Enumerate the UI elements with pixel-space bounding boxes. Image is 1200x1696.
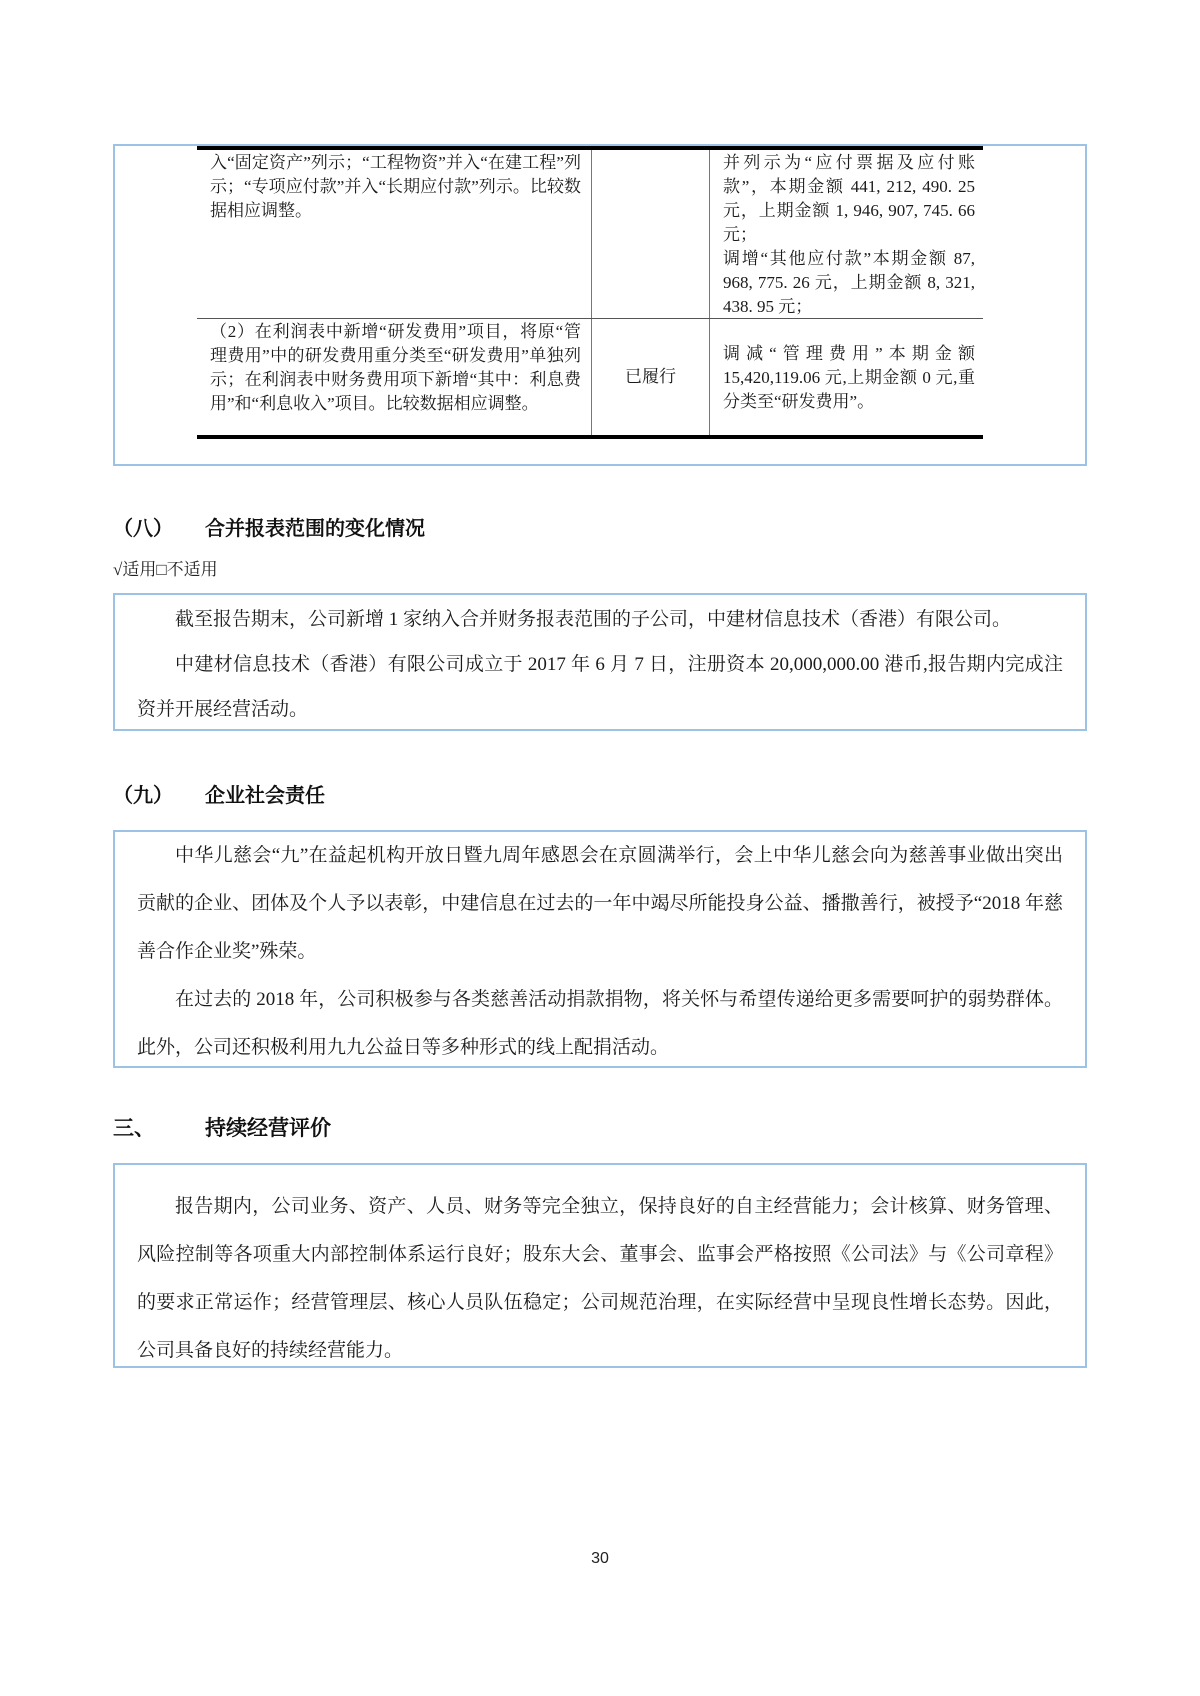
section-number: （九） bbox=[113, 785, 173, 807]
note-text: 调增“其他应付款”本期金额 87, 968, 775. 26 元，上期金额 8, 321, 438. 95 元； bbox=[723, 249, 975, 316]
section-title: 持续经营评价 bbox=[205, 1117, 331, 1140]
change-text: （2）在利润表中新增“研发费用”项目，将原“管理费用”中的研发费用重分类至“研发费用”单独列示；在利润表中财务费用项下新增“其中：利息费用”和“利息收入”项目。比较数据相应调整。 bbox=[210, 322, 581, 413]
paragraph: 截至报告期末，公司新增 1 家纳入合并财务报表范围的子公司，中建材信息技术（香港）有限公司。 bbox=[175, 609, 1012, 630]
paragraph: 报告期内，公司业务、资产、人员、财务等完全独立，保持良好的自主经营能力；会计核算、财务管理、风险控制等各项重大内部控制体系运行良好；股东大会、董事会、监事会严格按照《公司法》与《公司章程》的要求正常运作；经营管理层、核心人员队伍稳定；公司规范治理，在实际经营中呈现良性增长态势。因此，公司具备良好的持续经营能力。 bbox=[137, 1196, 1063, 1361]
paragraph: 在过去的 2018 年，公司积极参与各类慈善活动捐款捐物，将关怀与希望传递给更多需要呵护的弱势群体。此外，公司还积极利用九九公益日等多种形式的线上配捐活动。 bbox=[137, 989, 1063, 1058]
change-text: 入“固定资产”列示；“工程物资”并入“在建工程”列示；“专项应付款”并入“长期应付款”列示。比较数据相应调整。 bbox=[210, 153, 581, 220]
note-text: 并列示为“应付票据及应付账款”，本期金额 441, 212, 490. 25 元，上期金额 1, 946, 907, 745. 66 元； bbox=[723, 153, 975, 244]
section-3-text-box bbox=[113, 1163, 1087, 1368]
paragraph: 中华儿慈会“九”在益起机构开放日暨九周年感恩会在京圆满举行，会上中华儿慈会向为慈善事业做出突出贡献的企业、团体及个人予以表彰，中建信息在过去的一年中竭尽所能投身公益、播撒善行，被授予“2018 年慈善合作企业奖”殊荣。 bbox=[137, 845, 1063, 962]
applicability-line: √适用□不适用 bbox=[113, 560, 218, 579]
accounting-change-table-box bbox=[113, 144, 1087, 466]
section-9-text-box bbox=[113, 830, 1087, 1068]
section-number: （八） bbox=[113, 518, 173, 540]
table-row bbox=[197, 319, 983, 435]
section-number: 三、 bbox=[113, 1117, 155, 1140]
accounting-change-table bbox=[197, 146, 983, 439]
table-cell-note bbox=[710, 150, 983, 318]
section-heading-3 bbox=[113, 1116, 331, 1142]
note-text: 调减“管理费用”本期金额 15,420,119.06 元,上期金额 0 元,重分类至“研发费用”。 bbox=[723, 343, 975, 411]
section-title: 合并报表范围的变化情况 bbox=[205, 518, 425, 540]
paragraph: 中建材信息技术（香港）有限公司成立于 2017 年 6 月 7 日，注册资本 20,000,000.00 港币,报告期内完成注资并开展经营活动。 bbox=[137, 654, 1063, 720]
table-cell-status bbox=[592, 150, 710, 318]
page-number: 30 bbox=[591, 1550, 609, 1567]
table-cell-change bbox=[197, 150, 592, 318]
table-row bbox=[197, 150, 983, 319]
section-8-text-box bbox=[113, 593, 1087, 731]
section-title: 企业社会责任 bbox=[205, 785, 325, 807]
status-text: 已履行 bbox=[625, 367, 676, 386]
section-heading-9 bbox=[113, 783, 325, 809]
table-cell-note bbox=[710, 319, 983, 435]
table-cell-change bbox=[197, 319, 592, 435]
section-heading-8 bbox=[113, 516, 425, 542]
table-cell-status bbox=[592, 319, 710, 435]
